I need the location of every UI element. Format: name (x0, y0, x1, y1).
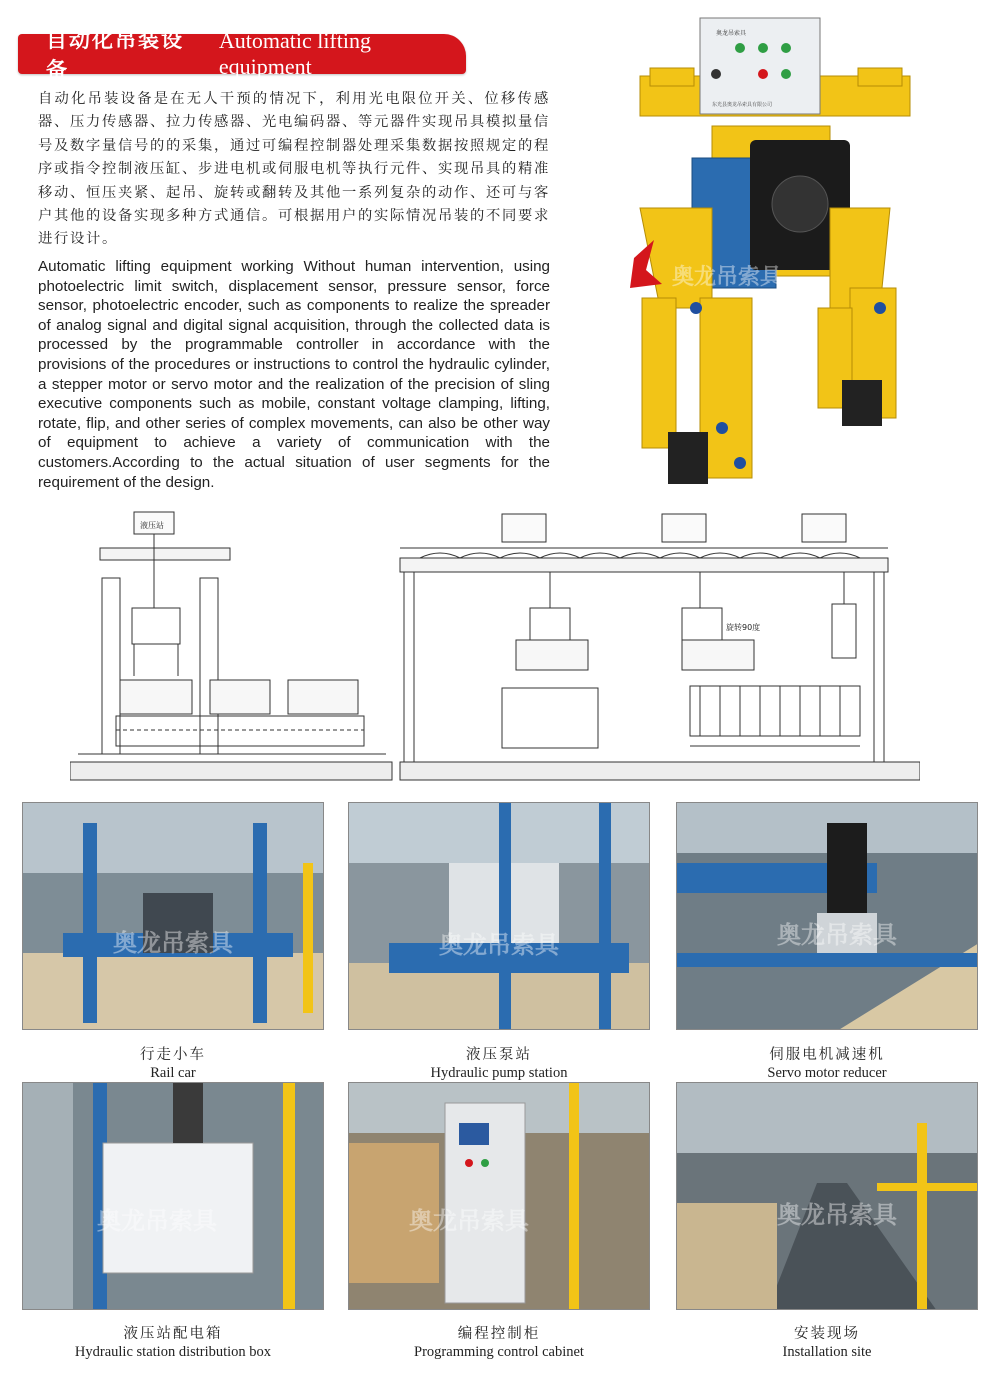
caption-zh: 液压泵站 (466, 1047, 532, 1063)
caption-distribution-box (13, 1322, 333, 1361)
caption-zh: 行走小车 (140, 1047, 206, 1063)
intro-text-en: Automatic lifting equipment working Without human intervention, using photoelectric limit switch, displacement sensor, pressure sensor, force sensor, photoelectric encoder, such as components to realize the spreader of analog signal and digital signal acquisition, through the collected data is processed by the programmable controller in accordance with the provisions of the procedures or instructions to control the hydraulic cylinder, a stepper motor or servo motor and the realization of the precision of sling executive components such as mobile, constant voltage clamping, lifting, rotate, flip, and other series of complex movements, can also be other way of equipment to achieve a variety of communication with the customers.According to the actual situation of user segments for the requirement of the design. (38, 258, 550, 491)
photo-watermark: 奥龙吊索具 (439, 931, 559, 959)
photo-hydraulic-pump-station (348, 802, 650, 1030)
photo-rail-car (22, 802, 324, 1030)
caption-zh: 安装现场 (794, 1326, 860, 1342)
section-title-zh: 自动化吊装设备 (46, 27, 184, 82)
photo-watermark: 奥龙吊索具 (97, 1207, 217, 1235)
caption-en: Installation site (782, 1344, 872, 1360)
intro-text-zh: 自动化吊装设备是在无人干预的情况下，利用光电限位开关、位移传感器、压力传感器、拉力传感器、光电编码器、等元器件实现吊具模拟量信号及数字量信号的的采集，通过可编程控制器处理采集数据按照规定的程序或指令控制液压缸、步进电机或伺服电机等执行元件、实现吊具的精准移动、恒压夹紧、起吊、旋转或翻转及其他一系列复杂的动作、还可与客户其他的设备实现多种方式通信。可根据用户的实际情况吊装的不同要求进行设计。 (38, 91, 550, 248)
caption-en: Hydraulic station distribution box (74, 1344, 272, 1360)
photo-watermark: 奥龙吊索具 (113, 929, 233, 957)
drawing-label-rotate: 旋转90度 (726, 623, 761, 632)
hero-watermark: 奥龙吊索具 (672, 265, 783, 290)
caption-control-cabinet (339, 1322, 659, 1361)
caption-en: Programming control cabinet (414, 1344, 584, 1360)
photo-control-cabinet (348, 1082, 650, 1310)
caption-rail-car (13, 1043, 333, 1082)
photo-installation-site (676, 1082, 978, 1310)
caption-servo-motor-reducer (667, 1043, 987, 1082)
photo-watermark: 奥龙吊索具 (777, 1201, 897, 1229)
lifting-clamp-product-image (600, 8, 940, 488)
technical-drawing (70, 508, 920, 786)
caption-zh: 液压站配电箱 (123, 1326, 223, 1342)
caption-installation-site (667, 1322, 987, 1361)
caption-en: Servo motor reducer (767, 1065, 887, 1081)
section-title-en: Automatic lifting equipment (218, 28, 371, 79)
section-title (18, 27, 466, 82)
caption-zh: 伺服电机减速机 (769, 1047, 885, 1063)
photo-servo-motor-reducer (676, 802, 978, 1030)
drawing-label-station: 液压站 (140, 521, 164, 530)
caption-hydraulic-pump-station (339, 1043, 659, 1082)
hero-box-company: 奥龙吊索具 (716, 30, 747, 37)
photo-watermark: 奥龙吊索具 (777, 921, 897, 949)
hero-box-plate: 东光县奥龙吊索具有限公司 (712, 102, 773, 108)
photo-distribution-box (22, 1082, 324, 1310)
photo-watermark: 奥龙吊索具 (409, 1207, 529, 1235)
caption-en: Hydraulic pump station (430, 1065, 568, 1081)
caption-zh: 编程控制柜 (457, 1326, 541, 1342)
caption-en: Rail car (150, 1065, 196, 1081)
